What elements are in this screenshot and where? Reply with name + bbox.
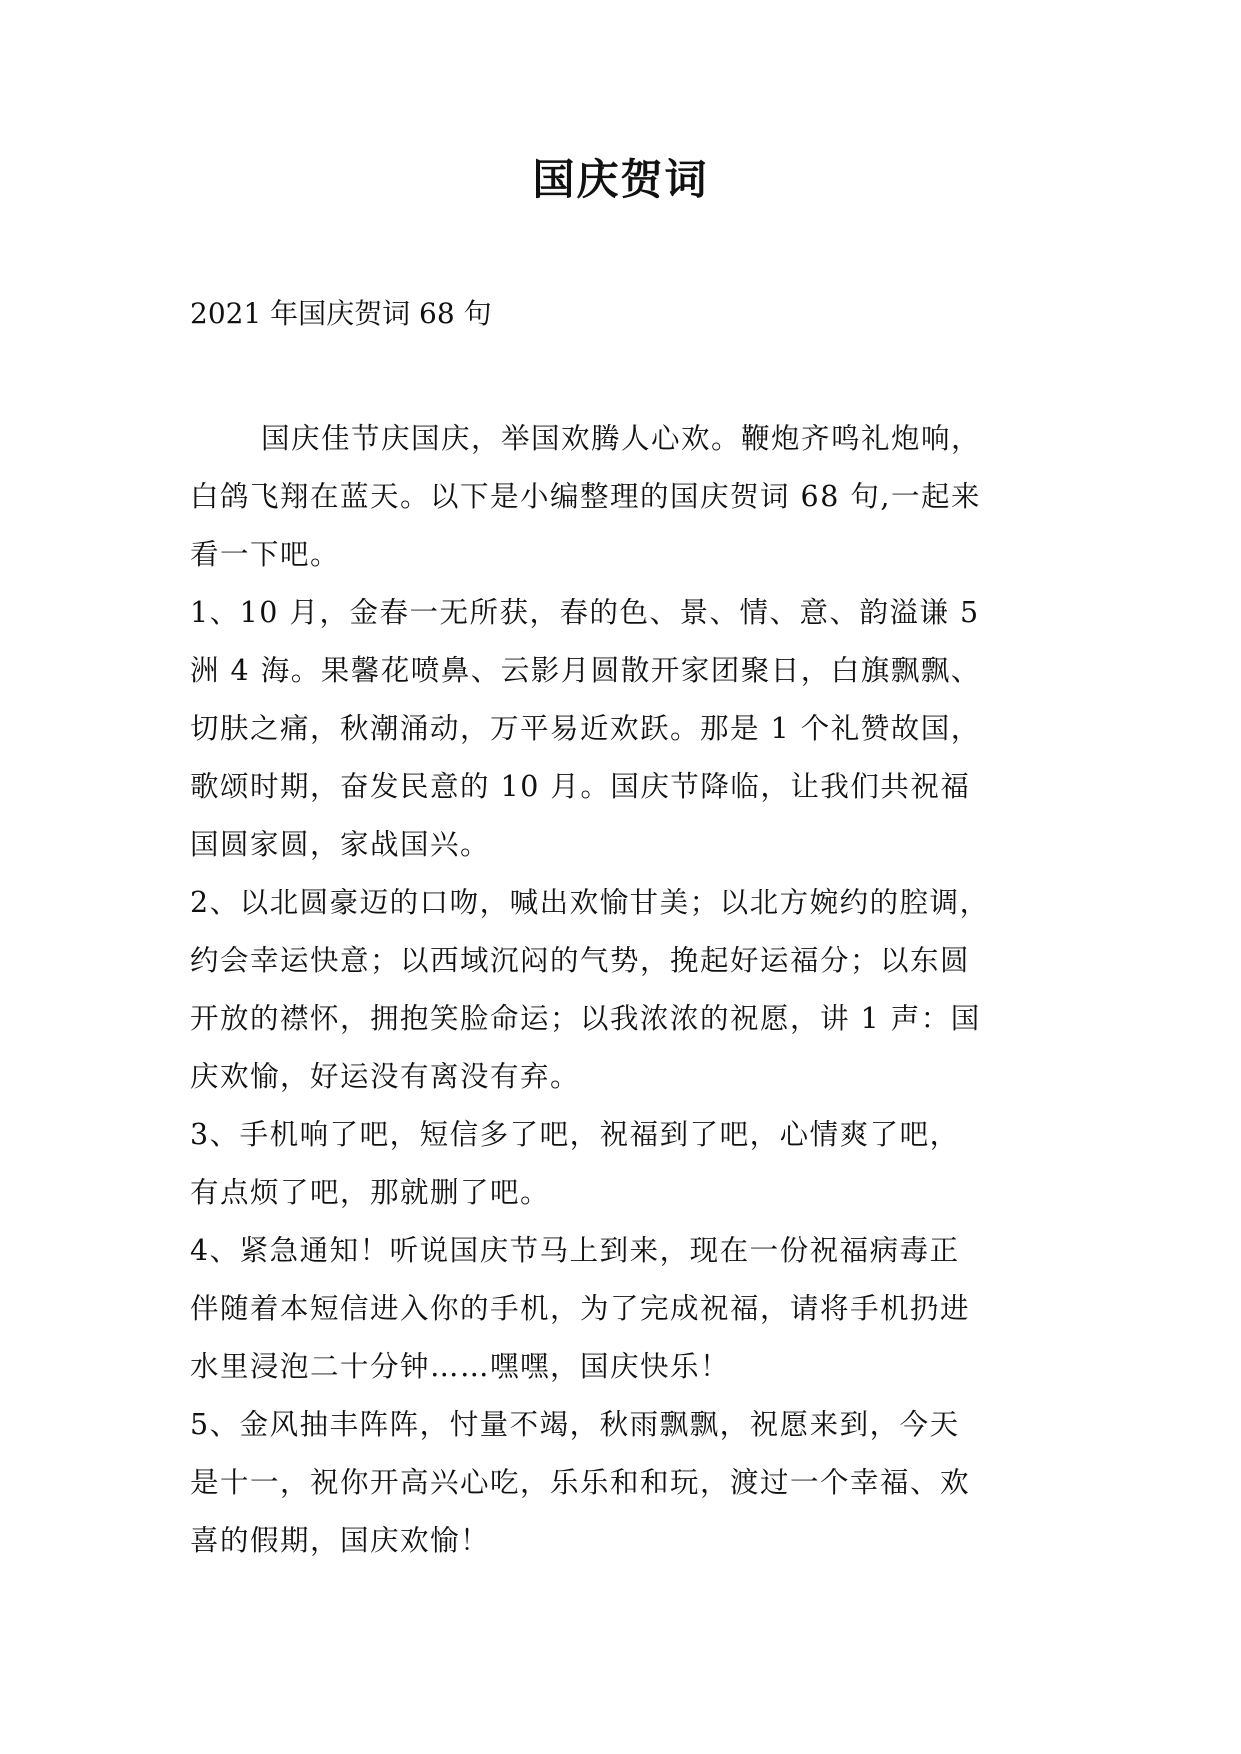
greeting-1-line: 洲 4 海。果馨花喷鼻、云影月圆散开家团聚日，白旗飘飘、 <box>190 654 981 687</box>
greeting-2-line: 约会幸运快意；以西域沉闷的气势，挽起好运福分；以东圆 <box>190 944 971 977</box>
greeting-1-line: 歌颂时期，奋发民意的 10 月。国庆节降临，让我们共祝福 <box>190 770 971 803</box>
greeting-2-line: 庆欢愉，好运没有离没有弃。 <box>190 1060 581 1093</box>
intro-line: 国庆佳节庆国庆，举国欢腾人心欢。鞭炮齐鸣礼炮响， <box>261 422 982 455</box>
greeting-4-line: 水里浸泡二十分钟……嘿嘿，国庆快乐！ <box>190 1350 731 1383</box>
intro-line: 看一下吧。 <box>190 538 341 571</box>
intro-line: 白鸽飞翔在蓝天。以下是小编整理的国庆贺词 68 句,一起来 <box>190 480 981 513</box>
greeting-3-line: 有点烦了吧，那就删了吧。 <box>190 1176 551 1209</box>
greeting-2-line: 2、以北圆豪迈的口吻，喊出欢愉甘美；以北方婉约的腔调， <box>190 886 990 919</box>
greeting-2-line: 开放的襟怀，拥抱笑脸命运；以我浓浓的祝愿，讲 1 声：国 <box>190 1002 981 1035</box>
greeting-4-line: 伴随着本短信进入你的手机，为了完成祝福，请将手机扔进 <box>190 1292 971 1325</box>
greeting-5-line: 5、金风抽丰阵阵，忖量不竭，秋雨飘飘，祝愿来到，今天 <box>190 1408 960 1441</box>
greeting-5-line: 是十一，祝你开高兴心吃，乐乐和和玩，渡过一个幸福、欢 <box>190 1466 971 1499</box>
greeting-1-line: 1、10 月，金春一无所获，春的色、景、情、意、韵溢谦 5 <box>190 596 980 629</box>
greeting-4-line: 4、紧急通知！听说国庆节马上到来，现在一份祝福病毒正 <box>190 1234 960 1267</box>
document-subtitle: 2021 年国庆贺词 68 句 <box>190 297 492 330</box>
greeting-1-line: 切肤之痛，秋潮涌动，万平易近欢跃。那是 1 个礼赞故国， <box>190 712 981 745</box>
document-title: 国庆贺词 <box>532 155 709 204</box>
greeting-5-line: 喜的假期，国庆欢愉！ <box>190 1524 491 1557</box>
document-body <box>190 410 1070 1570</box>
greeting-3-line: 3、手机响了吧，短信多了吧，祝福到了吧，心情爽了吧， <box>190 1118 960 1151</box>
greeting-1-line: 国圆家圆，家战国兴。 <box>190 828 491 861</box>
